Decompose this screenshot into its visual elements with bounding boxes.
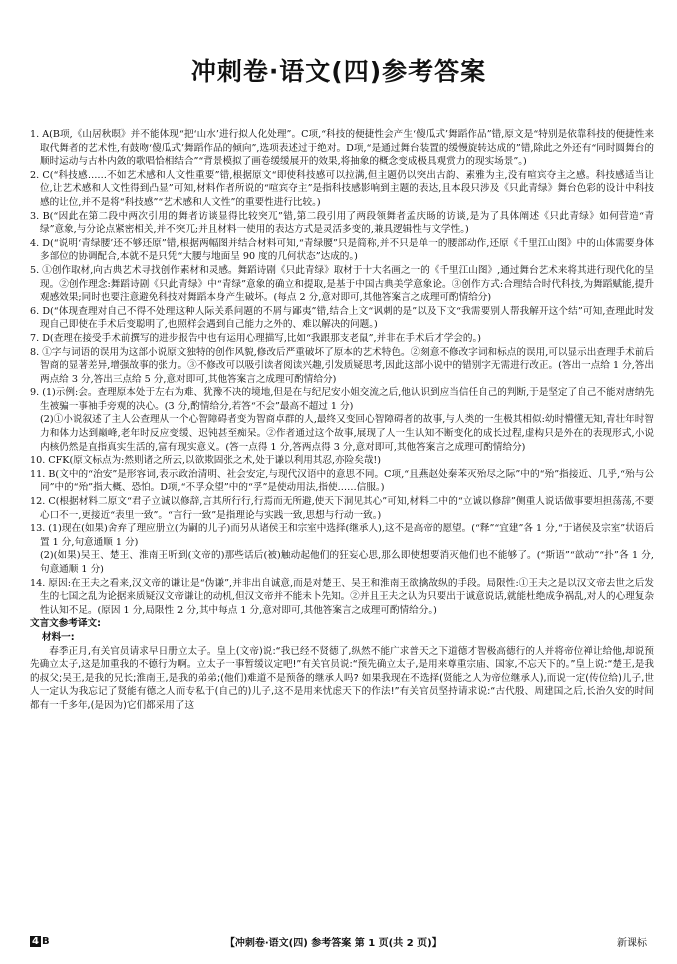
answer-subitem: (2)①小说叙述了主人公查理从一个心智障碍者变为智商卓群的人,最终又变回心智障碍者的故事,与人类的一生极其相似:幼时懵懂无知,青壮年时智力和体力达到巅峰,老年时反应变缓、迟钝甚至痴呆。②作者通过这个故事,展现了人一生认知不断变化的成长过程,虚构只是外在的表现形式,小说内核仍然是直指真实生活的,富有现实意义。(答一点得 1 分,答两点得 3 分,意对即可,其他答案言之成理可酌情给分) — [40, 414, 654, 453]
answer-item: 8. ①字与词语的误用为这部小说原文独特的创作风貌,修改后严重破坏了原本的艺术特色。②刻意不修改字词和标点的误用,可以显示出查理手术前后智商的显著差异,增强故事的张力。③不修改可以吸引读者阅读兴趣,引发质疑思考,因此这部小说中的错别字无需进行改正。(答出一点给 1 分,答出两点给 3 分,答出三点给 5 分,意对即可,其他答案言之成理可酌情给分) — [30, 346, 654, 385]
footer-page-info: 【冲刺卷·语文(四) 参考答案 第 1 页(共 2 页)】 — [224, 937, 442, 949]
page-footer — [30, 934, 647, 948]
answer-item: 10. CFK(原文标点为:然则诸之所云,以欲欺固张之术,处于谦以利用其忍,亦险矣哉!) — [30, 455, 382, 467]
answer-item: 12. C(根据材料二原文“君子立诚以修辞,言其所行行,行焉而无所避,使天下洞见其心”可知,材料二中的“立诚以修辞”侧重人说话做事要坦担荡荡,不要心口不一,更接近“表里一致”。“言行一致”是指理论与实践一致,思想与行动一致。) — [30, 496, 654, 521]
paper-code — [30, 936, 50, 947]
answer-item: 13. (1)现在(如果)舍弃了理应册立(为嗣的儿子)而另从诸侯王和宗室中选择(继承人),这不是高帝的愿望。(“释”“宜建”各 1 分,“于诸侯及宗室”状语后置 1 分,句意通顺 1 分) — [30, 523, 654, 548]
section-heading: 文言文参考译文: — [30, 618, 101, 630]
page-title: 冲刺卷·语文(四)参考答案 — [190, 57, 487, 86]
paper-code-letter: B — [41, 935, 50, 947]
footer-curriculum: 新课标 — [616, 937, 647, 949]
answer-content — [30, 128, 654, 713]
answer-item: 7. D(查理在接受手术前撰写的进步报告中也有运用心理描写,比如“我跟那支老鼠”,并非在手术后才学会的。) — [30, 332, 482, 344]
paper-code-box: 4 — [32, 935, 39, 947]
answer-subitem: (2)(如果)吴王、楚王、淮南王听到(文帝的)那些话后(被)触动起他们的狂妄心思,那么即使想要消灭他们也不能够了。(“斯语”“歆动”“扑”各 1 分,句意通顺 1 分) — [40, 550, 654, 575]
answer-item: 2. C(“科技感……不如艺术感和人文性重要”错,根据原文“即使科技感可以拉满,但主题仍以突出古韵、素雅为主,没有喧宾夺主之感。科技感适当让位,让艺术感和人文性得到凸显”可知,材料作者所说的“喧宾夺主”是指科技感影响到主题的表达,且本段只涉及《只此青绿》舞台色彩的设计中科技感的让位,并不是将“科技感”“艺术感和人文性”的重要性进行比较。) — [30, 169, 654, 208]
answer-item: 6. D(“体现查理对自己不得不处理这种人际关系问题的不屑与鄙夷”错,结合上文“讽刺的是”以及下文“我需要别人帮我解开这个结”可知,查理此时发现自己即使在手术后变聪明了,也照样会遇到自己能力之外的、难以解决的问题。) — [30, 305, 654, 331]
answer-item: 4. D(“说明‘青绿腰’还不够还原”错,根据两幅图并结合材料可知,“青绿腰”只是简称,并不只是单一的腰部动作,还原《千里江山图》中的山体需要身体多部位的协调配合,本就不是只凭“大腰与地面呈 90 度的几何状态”达成的。) — [30, 237, 654, 263]
answer-item: 3. B(“因此在第二段中两次引用的舞者访谈显得比较突兀”错,第二段引用了两段领舞者孟庆旸的访谈,是为了具体阐述《只此青绿》如何营造“青绿”意象,与分论点紧密相关,并不突兀;并且材料一使用的表达方式是灵活多变的,兼具逻辑性与文学性。) — [30, 210, 654, 236]
answer-item: 14. 原因:在王夫之看来,汉文帝的谦让是“伪谦”,并非出自诚意,而是对楚王、吴王和淮南王欲擒故纵的手段。局限性:①王夫之是以汉文帝去世之后发生的七国之乱为论据来质疑汉文帝谦让的动机,但汉文帝并不能未卜先知。②并且王夫之认为只要出于诚意说话,就能杜绝成争祸乱,对人的心理复杂性认知不足。(原因 1 分,局限性 2 分,其中每点 1 分,意对即可,其他答案言之成理可酌情给分。) — [30, 577, 654, 616]
translation-text: 春季正月,有关官员请求早日册立太子。皇上(文帝)说:“我已经不贤德了,纵然不能广求普天之下道德才智极高德行的人并将帝位禅让给他,却说预先确立太子,这是加重我的不德行为啊。立太子一事暂缓议定吧!”有关官员说:“预先确立太子,是用来尊重宗庙、国家,不忘天下的。”皇上说:“楚王,是我的叔父;吴王,是我的兄长;淮南王,是我的弟弟;(他们)难道不是预备的继承人吗? 如果我现在不选择(贤能之人为帝位继承人),而说一定(传位给)儿子,世人一定认为我忘记了贤能有德之人而专私于(自己的)儿子,这不是用来忧虑天下的作法!”有关官员坚持请求说:“古代殷、周建国之后,长治久安的时间都有一千多年,(是因为)它们都采用了这 — [30, 645, 654, 711]
answer-item: 5. ①创作取材,向古典艺术寻找创作素材和灵感。舞蹈诗剧《只此青绿》取材于十大名画之一的《千里江山图》,通过舞台艺术来将其进行现代化的呈现。②创作理念:舞蹈诗剧《只此青绿》中“青绿”意象的确立和提取,是基于中国古典美学意象论。③创作方式:合理结合时代科技,为舞蹈赋能,提升观感效果;同时也要注意避免科技对舞蹈本身产生破坏。(每点 2 分,意对即可,其他答案言之成理可酌情给分) — [30, 264, 654, 304]
answer-item: 1. A(B项,《山居秋暝》并不能体现“把‘山水’进行拟人化处理”。C项,“科技的便捷性会产生‘傻瓜式’舞蹈作品”错,原文是“特别是依靠科技的便捷性来取代舞者的艺术性,有鼓吻‘傻瓜式’舞蹈作品的倾向”,选项表述过于绝对。D项,“是通过舞台装置的缓慢旋转达成的”错,除此之外还有“同时圆舞台的顺时运动与古朴内敛的歌唱恰相结合”“背景模拟了画卷缓缓展开的效果,将抽象的概念变成极具观赏力的现实场景”。) — [30, 129, 654, 168]
answer-item: 11. B(文中的“治安”是形容词,表示政治清明、社会安定,与现代汉语中的意思不同。C项,“且燕赵处秦苯灭殆尽之际”中的“殆”指接近、几乎,“殆与公同”中的“殆”指大概、恐怕。D项,“不孚众望”中的“孚”是使动用法,指使……信服。) — [30, 468, 654, 494]
answer-item: 9. (1)示例:会。查理原本处于左右为难、犹豫不决的境地,但是在与纪尼安小姐交流之后,他认识到应当信任自己的判断,于是坚定了自己不能对唐纳先生被骗一事袖手旁观的决心。(3 分,酌情给分,若答“不会”最高不超过 1 分) — [30, 387, 654, 412]
material-heading: 材料一: — [42, 631, 75, 643]
